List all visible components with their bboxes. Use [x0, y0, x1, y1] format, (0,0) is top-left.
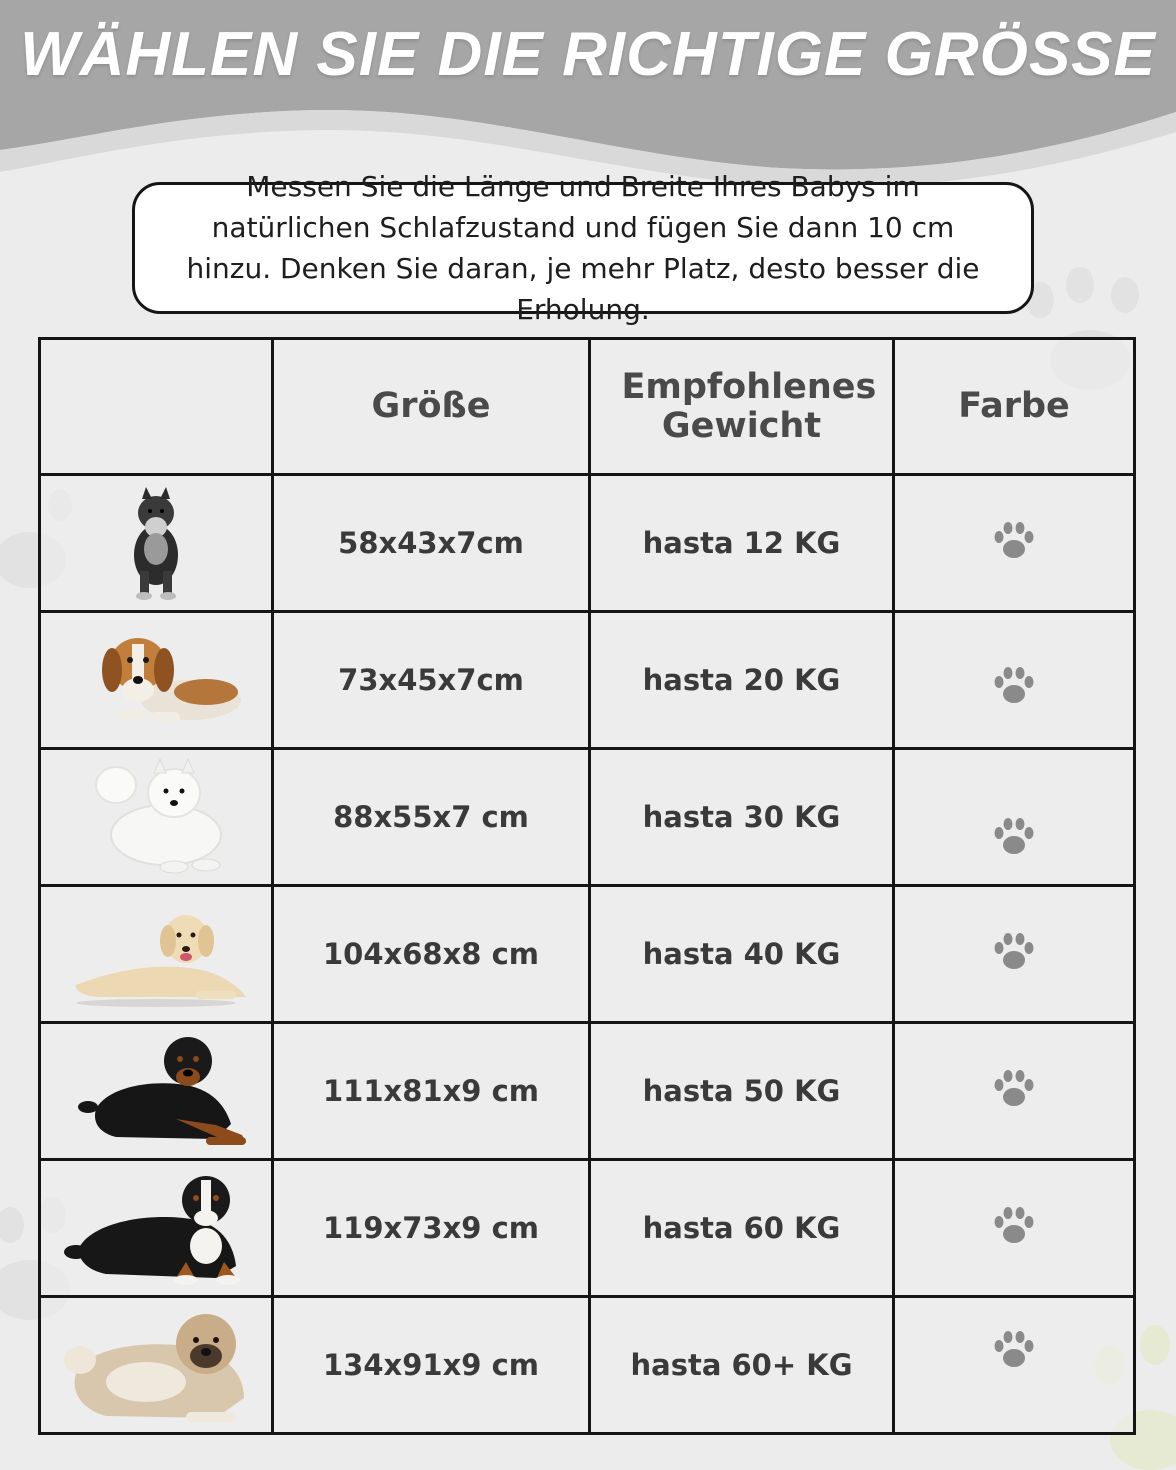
paw-icon[interactable]: [992, 1068, 1036, 1110]
schnauzer-dog-icon: [56, 483, 256, 603]
header-size: Größe: [273, 339, 590, 475]
dog-image-cell: [40, 1160, 273, 1297]
size-cell: 104x68x8 cm: [273, 886, 590, 1023]
dog-image-cell: [40, 1023, 273, 1160]
header-image-column: [40, 339, 273, 475]
bernese-dog-icon: [56, 1166, 256, 1291]
weight-cell: hasta 12 KG: [590, 475, 894, 612]
table-row: [40, 475, 1135, 612]
size-cell: 88x55x7 cm: [273, 749, 590, 886]
table-row: [40, 1160, 1135, 1297]
paw-icon[interactable]: [992, 1329, 1036, 1371]
header-weight-label: Empfohlenes Gewicht: [621, 366, 877, 446]
paw-icon[interactable]: [992, 665, 1036, 707]
page-title: WÄHLEN SIE DIE RICHTIGE GRÖSSE: [20, 20, 1156, 89]
intro-instructions: [132, 170, 1034, 326]
weight-cell: hasta 60 KG: [590, 1160, 894, 1297]
dog-image-cell: [40, 1297, 273, 1434]
weight-cell: hasta 40 KG: [590, 886, 894, 1023]
color-cell: [894, 1160, 1135, 1297]
caucasian-shepherd-dog-icon: [56, 1300, 256, 1430]
beagle-dog-icon: [56, 620, 256, 740]
samoyed-dog-icon: [56, 755, 256, 880]
paw-icon[interactable]: [992, 816, 1036, 858]
header-color: Farbe: [894, 339, 1135, 475]
table-header-row: [40, 339, 1135, 475]
paw-icon[interactable]: [992, 1205, 1036, 1247]
dog-image-cell: [40, 749, 273, 886]
dog-image-cell: [40, 475, 273, 612]
table-row: [40, 1297, 1135, 1434]
rottweiler-dog-icon: [56, 1029, 256, 1154]
color-cell: [894, 1023, 1135, 1160]
color-cell: [894, 475, 1135, 612]
color-cell: [894, 612, 1135, 749]
paw-icon[interactable]: [992, 520, 1036, 562]
header-weight: [590, 339, 894, 475]
table-row: [40, 749, 1135, 886]
color-cell: [894, 749, 1135, 886]
intro-text: Messen Sie die Länge und Breite Ihres Babys im natürlichen Schlafzustand und fügen Sie dann 10 cm hinzu. Denken Sie daran, je mehr Platz, desto besser die Erholung.: [186, 170, 980, 326]
size-cell: 111x81x9 cm: [273, 1023, 590, 1160]
weight-cell: hasta 20 KG: [590, 612, 894, 749]
size-table: [38, 337, 1136, 1435]
color-cell: [894, 1297, 1135, 1434]
size-cell: 58x43x7cm: [273, 475, 590, 612]
size-cell: 73x45x7cm: [273, 612, 590, 749]
weight-cell: hasta 30 KG: [590, 749, 894, 886]
dog-image-cell: [40, 886, 273, 1023]
table-row: [40, 612, 1135, 749]
size-cell: 119x73x9 cm: [273, 1160, 590, 1297]
labrador-dog-icon: [56, 899, 256, 1009]
table-row: [40, 886, 1135, 1023]
weight-cell: hasta 60+ KG: [590, 1297, 894, 1434]
color-cell: [894, 886, 1135, 1023]
paw-icon[interactable]: [992, 931, 1036, 973]
dog-image-cell: [40, 612, 273, 749]
weight-cell: hasta 50 KG: [590, 1023, 894, 1160]
size-cell: 134x91x9 cm: [273, 1297, 590, 1434]
table-row: [40, 1023, 1135, 1160]
